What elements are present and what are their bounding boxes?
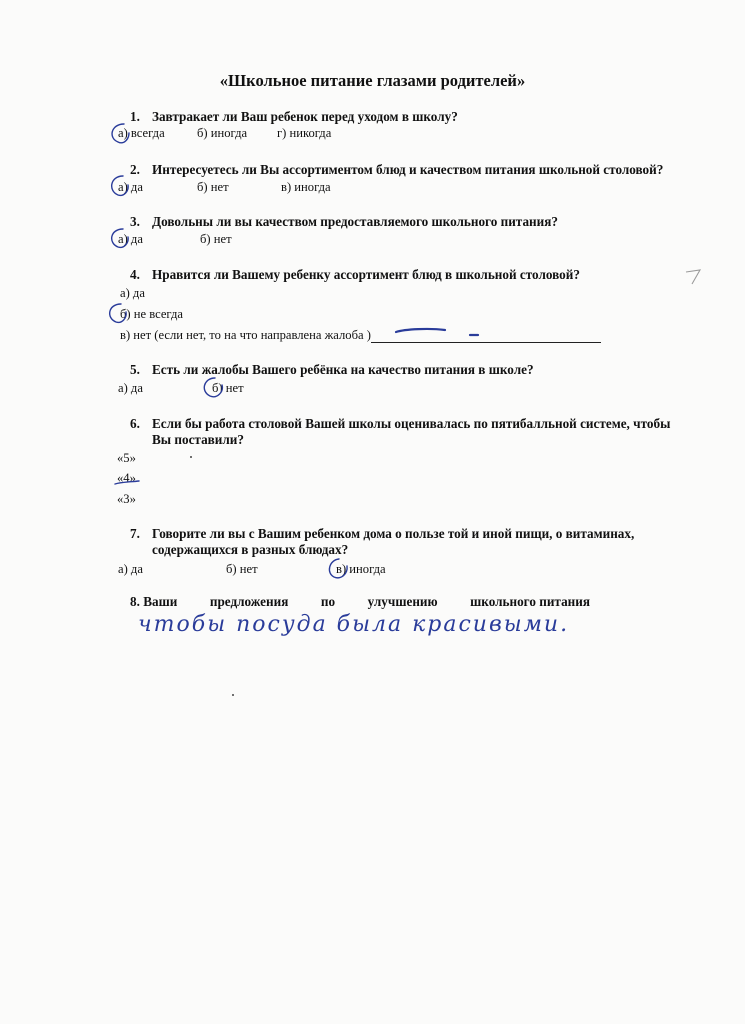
q5-option-b[interactable]: б) нет: [212, 381, 244, 395]
question-number: 2.: [130, 162, 140, 177]
q8-word: улучшению: [367, 594, 438, 609]
page-title: «Школьное питание глазами родителей»: [219, 71, 526, 90]
q6-option-3[interactable]: «3»: [117, 492, 136, 506]
q8-word: по: [320, 594, 336, 609]
q4-option-v[interactable]: [120, 328, 601, 343]
question-text: Нравится ли Вашему ребенку ассортимент блюд в школьной столовой?: [152, 267, 580, 282]
question-5: [130, 362, 534, 378]
question-number: 3.: [130, 214, 140, 229]
question-text: Завтракает ли Ваш ребенок перед уходом в школу?: [152, 109, 458, 124]
question-text: Говорите ли вы с Вашим ребенком дома о пользе той и иной пищи, о витаминах,: [152, 526, 635, 541]
q4-option-v-label: в) нет (если нет, то на что направлена жалоба ): [120, 328, 371, 342]
paper-speck: [232, 694, 234, 696]
q5-option-a[interactable]: а) да: [118, 381, 143, 395]
paper-speck: [190, 456, 192, 458]
question-3: [130, 214, 558, 230]
q3-option-a[interactable]: а) да: [118, 232, 143, 246]
q7-option-b[interactable]: б) нет: [226, 562, 258, 576]
question-6: [130, 416, 670, 432]
q2-option-a[interactable]: а) да: [118, 180, 143, 194]
question-text: Есть ли жалобы Вашего ребёнка на качество питания в школе?: [152, 362, 534, 377]
q2-option-v[interactable]: в) иногда: [281, 180, 331, 194]
q7-option-v[interactable]: в) иногда: [336, 562, 386, 576]
q1-option-b[interactable]: б) иногда: [197, 126, 248, 140]
complaint-line[interactable]: [371, 330, 601, 343]
question-text: Довольны ли вы качеством предоставляемого школьного питания?: [152, 214, 558, 229]
question-number: 5.: [130, 362, 140, 377]
question-4: [130, 267, 580, 283]
question-number: 1.: [130, 109, 140, 124]
question-number: 6.: [130, 416, 140, 431]
q1-option-a[interactable]: а) всегда: [118, 126, 165, 140]
question-8-lead: [130, 594, 177, 610]
question-8: [130, 594, 590, 610]
q2-option-b[interactable]: б) нет: [197, 180, 229, 194]
q8-word: Ваши: [143, 594, 178, 609]
q4-option-b[interactable]: б) не всегда: [120, 307, 183, 321]
question-number: 4.: [130, 267, 140, 282]
question-2: [130, 162, 663, 178]
q6-option-4[interactable]: «4»: [117, 471, 136, 485]
margin-mark: [686, 270, 700, 284]
q4-option-a[interactable]: а) да: [120, 286, 145, 300]
q7-option-a[interactable]: а) да: [118, 562, 143, 576]
q3-option-b[interactable]: б) нет: [200, 232, 232, 246]
q8-word: школьного питания: [470, 594, 590, 609]
question-text: Интересуетесь ли Вы ассортиментом блюд и качеством питания школьной столовой?: [152, 162, 664, 177]
question-1: [130, 109, 458, 125]
question-7: [130, 526, 634, 542]
q6-option-5[interactable]: «5»: [117, 451, 136, 465]
q8-word: предложения: [209, 594, 289, 609]
question-number: 8.: [130, 594, 140, 609]
q1-option-g[interactable]: г) никогда: [277, 126, 332, 140]
question-7-line-2: содержащихся в разных блюдах?: [152, 542, 349, 557]
question-text: Если бы работа столовой Вашей школы оценивалась по пятибалльной системе, чтобы: [152, 416, 671, 431]
question-number: 7.: [130, 526, 140, 541]
question-6-line-2: Вы поставили?: [152, 432, 244, 447]
handwritten-answer-8: чтобы посуда была красивыми.: [138, 612, 570, 637]
